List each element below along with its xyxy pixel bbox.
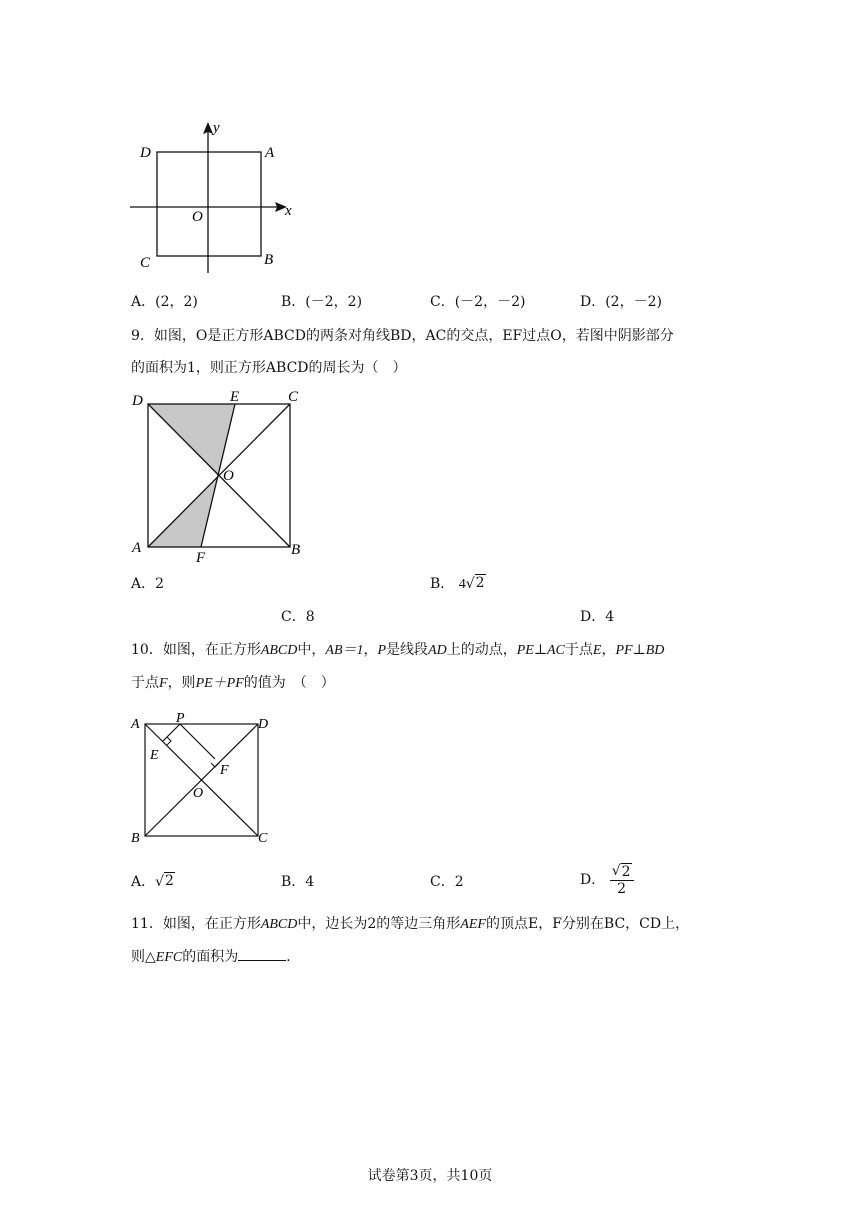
q10-text: 上的动点， <box>446 642 517 658</box>
q10-math-abcd: ABCD <box>260 643 298 658</box>
q10-math-e: E <box>592 643 602 658</box>
q10-option-a-prefix: A． <box>131 874 156 890</box>
label-O: O <box>223 468 234 484</box>
q10-math-ab: AB＝1 <box>325 643 364 658</box>
q10-math-pf-bd: PF⊥BD <box>615 643 665 658</box>
label-P: P <box>176 711 185 726</box>
label-C: C <box>140 255 151 271</box>
q8-option-b[interactable]: B．(－2，2) <box>281 294 363 310</box>
sqrt-icon: √ 2 <box>611 863 631 880</box>
shaded-region-top <box>148 404 235 476</box>
page-footer: 试卷第3页，共10页 <box>367 1168 493 1184</box>
q10-text: 于点 <box>131 675 159 691</box>
q10-text: ，则 <box>167 675 196 691</box>
q10-option-c[interactable]: C．2 <box>430 874 464 890</box>
q9-option-d[interactable]: D．4 <box>580 609 615 625</box>
q10-text: 如图，在正方形 <box>162 642 261 658</box>
label-B: B <box>264 252 274 268</box>
label-A: A <box>131 717 140 732</box>
label-y: y <box>213 120 220 136</box>
q8-option-d[interactable]: D．(2，－2) <box>580 294 662 310</box>
q10-text: ， <box>363 642 378 658</box>
q9-option-a[interactable]: A．2 <box>131 576 165 592</box>
q11-text: 中，边长为2的等边三角形 <box>297 916 461 932</box>
q9-option-b-prefix: B． <box>430 576 455 592</box>
q11-math-abcd: ABCD <box>260 917 298 932</box>
q10-text: 于点 <box>564 642 593 658</box>
q11-stem-line1 <box>131 914 689 935</box>
label-F: F <box>196 550 206 566</box>
q10-math-ad: AD <box>428 643 447 658</box>
q10-option-a-radicand: 2 <box>165 873 174 889</box>
q9-option-b[interactable] <box>430 574 486 595</box>
q10-math-pe-pf: PE＋PF <box>195 676 244 691</box>
q9-stem-line2: 的面积为1，则正方形ABCD的周长为（ ） <box>131 360 407 376</box>
q10-option-d-numerator: 2 <box>621 864 631 880</box>
q11-text: ． <box>286 949 301 965</box>
label-F: F <box>220 763 229 778</box>
label-x: x <box>285 203 292 219</box>
q8-option-c[interactable]: C．(－2，－2) <box>430 294 526 310</box>
q11-number: 11． <box>131 916 163 932</box>
q11-math-efc: △EFC <box>145 950 183 965</box>
label-E: E <box>150 748 159 763</box>
q10-stem-line1 <box>131 640 664 661</box>
q10-option-b[interactable]: B．4 <box>281 874 315 890</box>
label-A: A <box>265 145 275 161</box>
segment-PF <box>180 724 215 759</box>
sqrt-icon: √ 2 <box>155 873 174 890</box>
sqrt-icon: √ 2 <box>465 575 485 592</box>
q10-option-d-prefix: D． <box>580 872 606 888</box>
q11-text: 的顶点E，F分别在BC，CD上， <box>485 916 690 932</box>
q10-text: 中， <box>297 642 326 658</box>
q11-stem-line2 <box>131 946 300 968</box>
label-O: O <box>192 209 203 225</box>
label-E: E <box>230 389 240 405</box>
q10-number: 10． <box>131 642 163 658</box>
q11-text: 则 <box>131 949 145 965</box>
q10-stem-line2 <box>131 673 335 694</box>
label-A: A <box>132 540 142 556</box>
label-D: D <box>132 393 143 409</box>
q10-text: 是线段 <box>386 642 429 658</box>
q9-option-b-radicand: 2 <box>475 575 485 591</box>
q8-option-a[interactable]: A．(2，2) <box>131 294 198 310</box>
q10-option-a[interactable] <box>131 872 175 892</box>
q11-math-aef: AEF <box>460 917 486 932</box>
q10-option-d-denominator: 2 <box>617 881 627 897</box>
label-B: B <box>131 831 140 846</box>
q10-math-pe-ac: PE⊥AC <box>516 643 565 658</box>
q10-option-d[interactable] <box>580 863 634 897</box>
q10-square-figure <box>126 708 276 850</box>
q10-text: 的值为 （ ） <box>243 675 335 691</box>
right-angle-mark-icon <box>211 763 219 767</box>
segment-PE <box>163 724 180 741</box>
q10-math-f: F <box>159 676 168 691</box>
q8-square <box>157 152 261 256</box>
right-angle-mark-icon <box>167 737 171 745</box>
label-O: O <box>193 786 204 801</box>
q9-square-figure <box>128 385 308 568</box>
label-C: C <box>288 389 299 405</box>
answer-blank[interactable] <box>238 946 286 961</box>
q10-text: ， <box>601 642 616 658</box>
label-C: C <box>258 831 268 846</box>
q11-text: 的面积为 <box>182 949 239 965</box>
label-D: D <box>140 145 151 161</box>
label-D: D <box>258 717 269 732</box>
q9-stem-line1: 9．如图，O是正方形ABCD的两条对角线BD，AC的交点，EF过点O，若图中阴影部分 <box>131 328 674 344</box>
q8-coordinate-figure <box>125 115 305 280</box>
q10-math-p: P <box>377 643 387 658</box>
q9-option-b-coef: 4 <box>458 577 466 592</box>
q9-option-c[interactable]: C．8 <box>281 609 315 625</box>
label-B: B <box>291 542 301 558</box>
fraction <box>610 863 634 897</box>
q11-text: 如图，在正方形 <box>162 916 261 932</box>
